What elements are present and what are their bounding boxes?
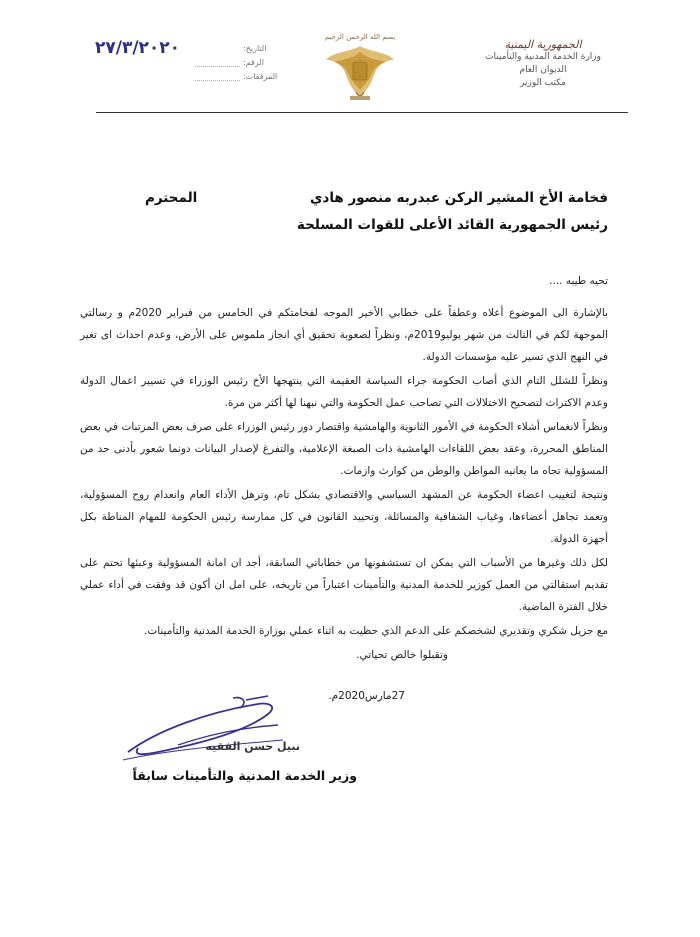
letter-meta bbox=[95, 38, 278, 98]
letter-date: 27مارس2020م. bbox=[328, 690, 405, 702]
letter-body bbox=[80, 270, 608, 668]
handwritten-signature bbox=[118, 690, 293, 765]
paragraph-6: مع جزيل شكري وتقديري لشخصكم على الدعم الذي حظيت به اثناء عملي بوزارة الخدمة المدنية والتأمينات. bbox=[143, 625, 608, 637]
number-line bbox=[195, 66, 240, 67]
ministry-name: وزارة الخدمة المدنية والتأمينات bbox=[485, 52, 601, 62]
eagle-emblem-icon bbox=[320, 30, 400, 110]
paragraph-2: ونظراً للشلل التام الذي أصاب الحكومة جراء السياسة العقيمة التي ينتهجها الأخ رئيس الوزراء في تسيير اعمال الدولة وعدم الاكتراث لتصحيح الاختلالات التي تصاحب عمل الحكومة والتي نبهنا لها أكثر من مرة. bbox=[80, 375, 608, 409]
date-label: التاريخ: bbox=[243, 44, 267, 53]
attachments-label: المرفقات: bbox=[243, 72, 278, 81]
attachments-line bbox=[195, 80, 240, 81]
paragraph-4: ونتيجة لتغييب اعضاء الحكومة عن المشهد السياسي والاقتصادي بشكل تام، وترهل الأداء العام وانعدام روح المسؤولية، وتعمد تجاهل أعضاءها، وغياب الشفافية والمسائلة، وتحييد القانون في كل ممارسة رئيس الحكومة للمهام المناطة بكل أجهزة الدولة. bbox=[80, 489, 608, 545]
signer-name: نبيل حسن الفقيه bbox=[205, 740, 300, 753]
office-name: الديوان العام bbox=[519, 65, 567, 75]
addressee-name: فخامة الأخ المشير الركن عبدربه منصور هادي bbox=[310, 190, 608, 206]
paragraph-1: بالإشارة الى الموضوع أعلاه وعطفاً على خطابي الأخير الموجه لفخامتكم في الخامس من فبراير 2020م و رسالتي الموجهة لكم في الثالث من شهر يوليو2019م، ونظراً لصعوبة تحقيق أي انجاز ملموس على الأرض، وعدم احداث اى تغير في النهج الذي تسير عليه مؤسسات الدولة. bbox=[80, 307, 608, 363]
letterhead-right bbox=[478, 38, 608, 90]
signer-title: وزير الخدمة المدنية والتأمينات سابقاً bbox=[132, 768, 357, 783]
header-divider bbox=[96, 112, 628, 113]
greeting: تحيه طيبه .... bbox=[549, 275, 608, 287]
republic-name: الجمهورية اليمنية bbox=[504, 38, 582, 51]
closing: وتقبلوا خالص تحياتي. bbox=[356, 649, 448, 661]
basmala: بسم الله الرحمن الرحيم bbox=[324, 33, 396, 41]
handwritten-date: ٢٧/٣/٢٠٢٠ bbox=[95, 38, 181, 58]
addressee-title: رئيس الجمهورية القائد الأعلى للقوات المسلحة bbox=[296, 217, 608, 233]
paragraph-3: ونظراً لانغماس أشلاء الحكومة في الأمور الثانوية والهامشية واقتصار دور رئيس الوزراء على صرف بعض المرتبات في بعض المناطق المحررة، وعقد بعض اللقاءات الهامشية ذات الصبغة الإعلامية، والتفرغ لإصدار البيانات دونما شعور بأدنى حد من المسؤولية تجاه ما يعانيه المواطن والوطن من كوارث وازمات. bbox=[80, 421, 608, 477]
number-label: الرقم: bbox=[243, 58, 264, 67]
addressee-honorific: المحترم bbox=[145, 190, 198, 206]
paragraph-5: لكل ذلك وغيرها من الأسباب التي يمكن ان تستشفونها من خطاباتي السابقة، أجد ان امانة المسؤولية وعبئها تحتم على تقديم استقالتي من العمل كوزير للخدمة المدنية والتأمينات اعتباراً من تاريخه، على امل ان أكون قد وفقت في أداء عملي خلال الفترة الماضية. bbox=[80, 557, 608, 613]
minister-office-name: مكتب الوزير bbox=[520, 78, 566, 88]
